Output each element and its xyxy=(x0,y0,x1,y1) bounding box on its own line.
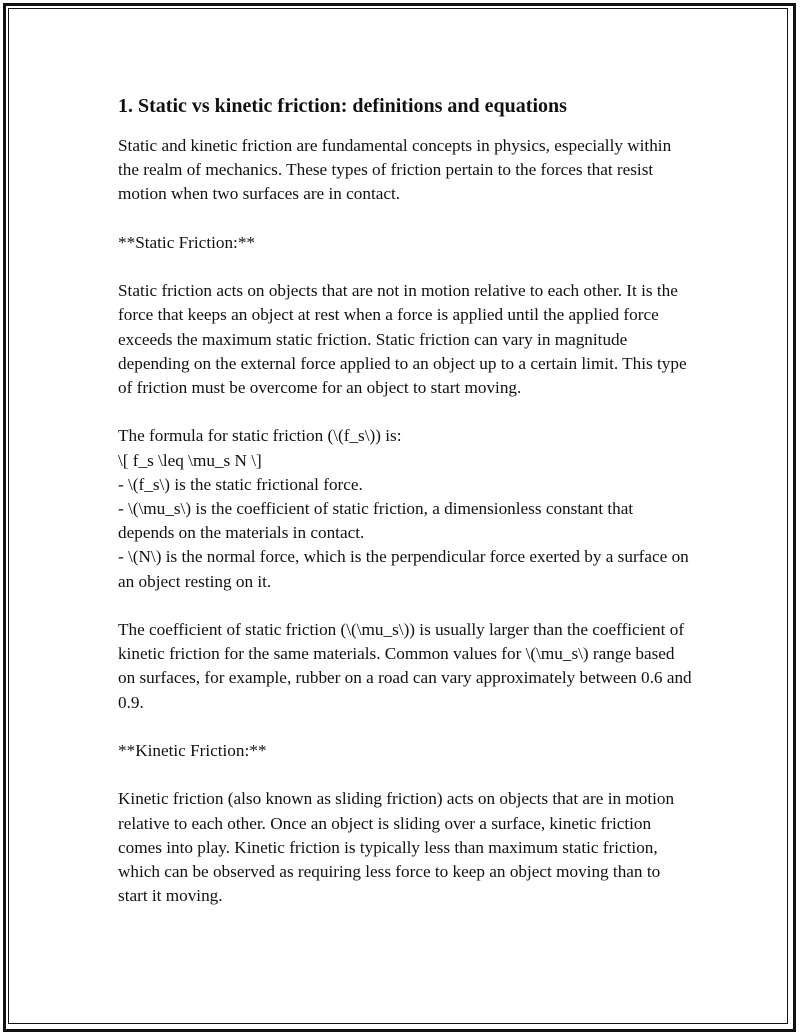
section-title: 1. Static vs kinetic friction: definitions and equations xyxy=(118,95,567,117)
static-friction-paragraph: Static friction acts on objects that are not in motion relative to each other. It is the force that keeps an object at rest when a force is applied until the applied force exceeds the maximum static friction. Static friction can vary in magnitude depending on the external force applied to an object up to a certain limit. This type of friction must be overcome for an object to start moving. xyxy=(118,281,687,397)
formula-intro: The formula for static friction (\(f_s\)) is: xyxy=(118,426,402,446)
formula-equation: \[ f_s \leq \mu_s N \] xyxy=(118,450,262,470)
static-friction-heading: **Static Friction:** xyxy=(118,232,256,252)
document-body xyxy=(118,92,693,933)
kinetic-friction-heading: **Kinetic Friction:** xyxy=(118,741,267,760)
formula-item-normal-force: - \(N\) is the normal force, which is the perpendicular force exerted by a surface on an object resting on it. xyxy=(118,547,689,591)
formula-block xyxy=(118,424,693,593)
kinetic-friction-paragraph: Kinetic friction (also known as sliding friction) acts on objects that are in motion relative to each other. Once an object is sliding over a surface, kinetic friction comes into play. Kinetic friction is typically less than maximum static friction, which can be observed as requiring less force to keep an object moving than to start it moving. xyxy=(118,789,675,906)
coefficient-paragraph: The coefficient of static friction (\(\mu_s\)) is usually larger than the coefficient of kinetic friction for the same materials. Common values for \(\mu_s\) range based on surfaces, for example, rubber on a road can vary approximately between 0.6 and 0.9. xyxy=(118,620,692,712)
formula-item-fs: - \(f_s\) is the static frictional force. xyxy=(118,474,363,494)
intro-paragraph: Static and kinetic friction are fundamental concepts in physics, especially within the realm of mechanics. These types of friction pertain to the forces that resist motion when two surfaces are in contact. xyxy=(118,136,672,204)
formula-item-mu-s: - \(\mu_s\) is the coefficient of static friction, a dimensionless constant that depends on the materials in contact. xyxy=(118,499,634,543)
